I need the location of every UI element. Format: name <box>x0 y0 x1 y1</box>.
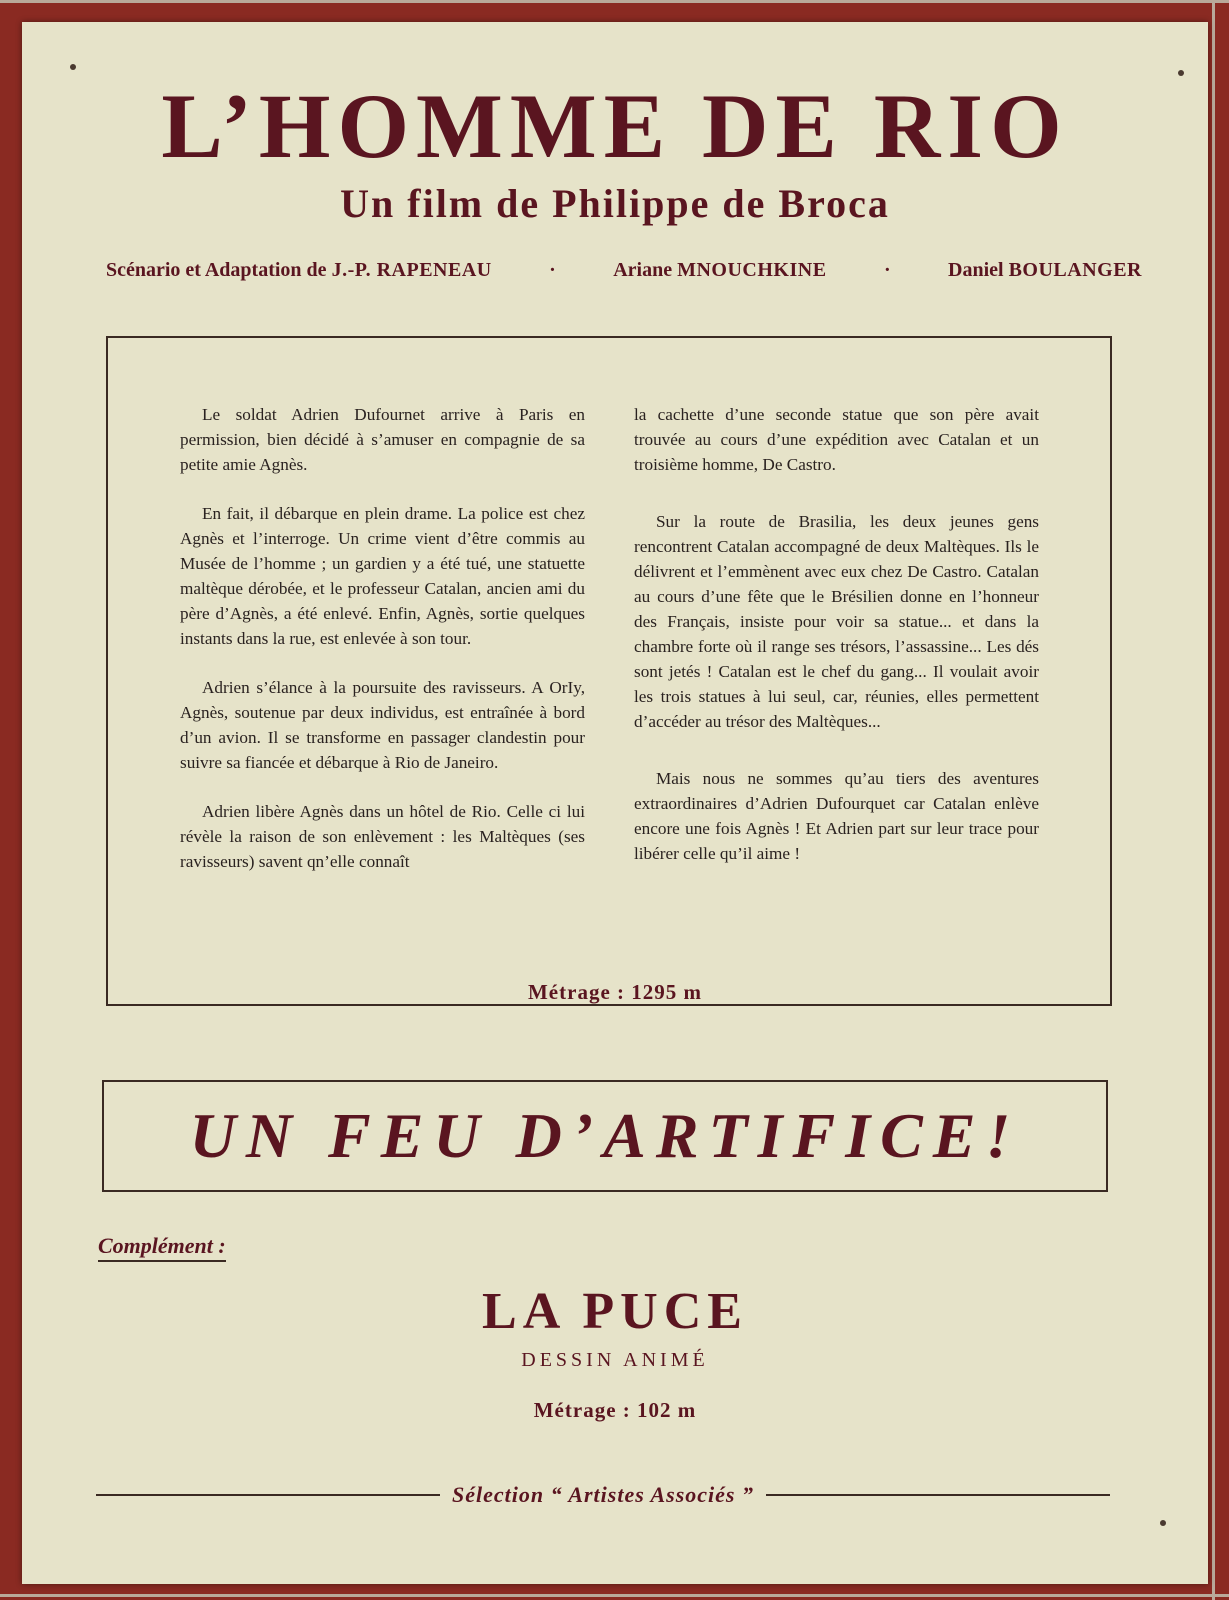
floor-grout <box>1212 0 1215 1600</box>
pin-hole <box>1178 70 1184 76</box>
film-title: L’HOMME DE RIO <box>161 75 1069 177</box>
poster-sheet <box>22 22 1208 1584</box>
synopsis-left-column <box>180 402 585 898</box>
synopsis-right-column <box>634 402 1039 898</box>
floor-grout <box>0 0 1229 3</box>
writer2-first: Ariane <box>613 259 673 281</box>
slogan: UN FEU D’ARTIFICE! <box>189 1100 1021 1171</box>
synopsis-paragraph: Adrien s’élance à la poursuite des ravisseurs. A OrIy, Agnès, soutenue par deux individus, est entraînée à bord d’un avion. Il se transforme en passager clandestin pour suivre sa fiancée et débarque à Rio de Janeiro. <box>180 678 585 772</box>
credit-separator: · <box>883 259 891 281</box>
selection-line <box>96 1482 1110 1508</box>
metrage-main <box>22 980 1208 1019</box>
synopsis-paragraph: En fait, il débarque en plein drame. La police est chez Agnès et l’interroge. Un crime vient d’être commis au Musée de l’homme ; un gardien y a été tué, une statuette maltèque dérobée, et le professeur Catalan, ancien ami du père d’Agnès, a été enlevé. Enfin, Agnès, sortie quelques instants dans la rue, est enlevée à son tour. <box>180 504 585 648</box>
writer2-last: MNOUCHKINE <box>677 259 827 281</box>
slogan-frame <box>102 1080 1108 1192</box>
synopsis-frame <box>106 336 1112 1006</box>
credits-line <box>106 260 1142 280</box>
credit-separator: · <box>549 259 556 281</box>
selection-text: Sélection “ Artistes Associés ” <box>440 1482 766 1507</box>
credit-writer2 <box>613 260 826 280</box>
synopsis-paragraph: Le soldat Adrien Dufournet arrive à Paris en permission, bien décidé à s’amuser en compagnie de sa petite amie Agnès. <box>180 405 585 474</box>
synopsis-paragraph: Adrien libère Agnès dans un hôtel de Rio. Celle ci lui révèle la raison de son enlèvement : les Maltèques (ses ravisseurs) savent qn’elle connaît <box>180 802 585 871</box>
metrage-main-text: Métrage : 1295 m <box>514 980 716 1004</box>
floor-grout <box>0 1594 1229 1597</box>
credit-writer1 <box>106 260 492 280</box>
synopsis-paragraph: Mais nous ne sommes qu’au tiers des aventures extraordinaires d’Adrien Dufourquet car Catalan enlève encore une fois Agnès ! Et Adrien part sur leur trace pour libérer celle qu’il aime ! <box>634 769 1039 863</box>
writer1-name: J.-P. RAPENEAU <box>331 259 492 281</box>
complement-title: LA PUCE <box>482 1283 748 1340</box>
complement-type: DESSIN ANIMÉ <box>521 1349 709 1371</box>
pin-hole <box>1160 1520 1166 1526</box>
writer3-first: Daniel <box>948 259 1004 281</box>
synopsis-paragraph: la cachette d’une seconde statue que son père avait trouvée au cours d’une expédition avec Catalan et un troisième homme, De Castro. <box>634 405 1039 474</box>
writer3-last: BOULANGER <box>1008 259 1142 281</box>
metrage-complement: Métrage : 102 m <box>533 1398 697 1422</box>
pin-hole <box>70 64 76 70</box>
credits-prefix: Scénario et Adaptation de <box>106 259 327 281</box>
synopsis-paragraph: Sur la route de Brasilia, les deux jeunes gens rencontrent Catalan accompagné de deux Maltèques. Ils le délivrent et l’emmènent avec eux chez De Castro. Catalan au cours d’une fête que le Brésilien donne en l’honneur des Français, insiste pour voir sa statue... et dans la chambre forte où il range ses trésors, l’assassine... Les dés sont jetés ! Catalan est le chef du gang... Il voulait avoir les trois statues à lui seul, car, réunies, elles permettent d’accéder au trésor des Maltèques... <box>634 512 1039 731</box>
film-subtitle: Un film de Philippe de Broca <box>340 181 890 226</box>
complement-label: Complément : <box>98 1234 226 1262</box>
credit-writer3 <box>948 260 1142 280</box>
